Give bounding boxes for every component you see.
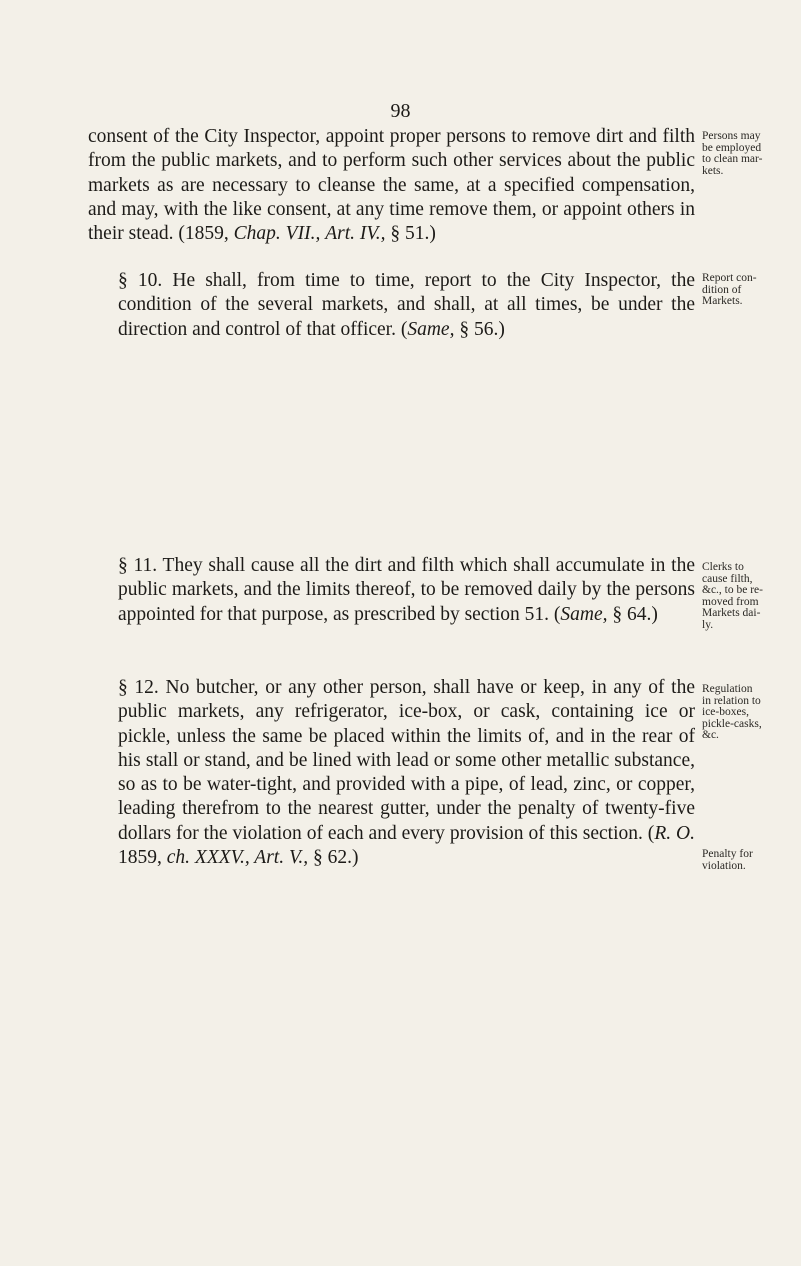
citation-revised-ordinances: R. O.	[654, 822, 695, 844]
citation-chapter: Chap. VII.,	[233, 223, 321, 245]
margin-note-clerks-filth	[702, 562, 798, 631]
margin-note-line: Clerks to	[702, 561, 744, 573]
citation-section: § 62.)	[308, 847, 359, 869]
margin-note-line: kets.	[702, 164, 724, 177]
margin-note-line: violation.	[702, 859, 746, 872]
margin-note-line: cause filth,	[702, 572, 753, 585]
margin-note-line: Markets dai-	[702, 607, 761, 619]
citation-section: § 64.)	[607, 603, 658, 625]
paragraph-section-12	[88, 676, 695, 870]
margin-note-report-condition	[702, 273, 798, 308]
paragraph-market-cleaners	[88, 125, 695, 246]
citation-same: Same,	[407, 318, 455, 340]
margin-note-line: pickle-casks,	[702, 717, 762, 730]
margin-note-line: be employed	[702, 141, 762, 154]
citation-section: § 56.)	[454, 318, 505, 340]
margin-note-line: Persons may	[702, 130, 761, 142]
margin-note-line: ly.	[702, 618, 714, 631]
paragraph-text: § 10. He shall, from time to time, report to the City Inspector, the condition of the several markets, and shall, at all times, be under the direction and control of that officer. (	[118, 270, 695, 340]
margin-note-line: Regulation	[702, 683, 753, 695]
margin-note-line: &c.	[702, 729, 719, 741]
margin-note-line: to clean mar-	[702, 153, 763, 165]
page-number: 98	[390, 100, 411, 122]
paragraph-text: § 11. They shall cause all the dirt and filth which shall accumulate in the public markets, and the limits thereof, to be removed daily by the persons appointed for that purpose, as prescribed by section 51. (	[118, 555, 695, 625]
margin-note-line: Report con-	[702, 272, 757, 284]
paragraph-text: consent of the City Inspector, appoint proper persons to remove dirt and filth from the public markets, and to perform such other services about the public markets as are necessary to cleanse the same, at a specified compensation, and may, with the like consent, at any time remove them, or appoint others in their stead. (1859,	[88, 126, 695, 245]
margin-note-penalty	[702, 849, 798, 872]
margin-note-persons-employed	[702, 131, 798, 177]
margin-note-regulation-iceboxes	[702, 684, 798, 742]
citation-year: 1859,	[118, 847, 167, 869]
paragraph-section-11	[88, 554, 695, 627]
margin-note-line: &c., to be re-	[702, 584, 763, 596]
margin-note-line: ice-boxes,	[702, 706, 749, 718]
margin-note-line: Markets.	[702, 295, 743, 307]
citation-chapter-article: ch. XXXV., Art. V.,	[166, 847, 309, 869]
citation-same: Same,	[560, 603, 608, 625]
margin-note-line: moved from	[702, 595, 759, 608]
margin-note-line: dition of	[702, 283, 742, 296]
paragraph-text: § 12. No butcher, or any other person, shall have or keep, in any of the public markets, any refrigerator, ice-box, or cask, containing ice or pickle, unless the same be placed within the limits of, and in the rear of his stall or stand, and be lined with lead or some other metallic substance, so as to be water-tight, and provided with a pipe, of lead, zinc, or copper, leading therefrom to the nearest gutter, under the penalty of twenty-five dollars for the violation of each and every provision of this section. (	[118, 677, 695, 844]
margin-note-line: Penalty for	[702, 848, 753, 860]
citation-section: § 51.)	[385, 223, 436, 245]
citation-article: Art. IV.,	[325, 223, 386, 245]
paragraph-section-10	[88, 269, 695, 342]
margin-note-line: in relation to	[702, 694, 761, 707]
